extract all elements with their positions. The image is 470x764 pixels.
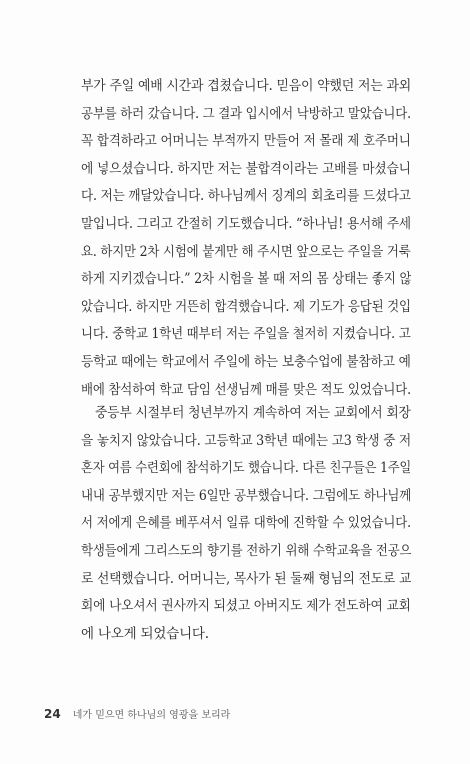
text-line: 배에 참석하여 학교 담임 선생님께 매를 맞은 적도 있었습니다. <box>81 381 411 398</box>
text-line: 꼭 합격하라고 어머니는 부적까지 만들어 저 몰래 제 호주머니 <box>81 133 411 150</box>
page-footer <box>44 706 230 721</box>
text-line: 학생들에게 그리스도의 향기를 전하기 위해 수학교육을 전공으 <box>81 542 411 559</box>
text-line: 혼자 여름 수련회에 참석하기도 했습니다. 다른 친구들은 1주일 <box>81 460 411 477</box>
text-line: 등학교 때에는 학교에서 주일에 하는 보충수업에 불참하고 예 <box>81 353 411 370</box>
page-number: 24 <box>44 707 61 721</box>
text-line: 말입니다. 그리고 간절히 기도했습니다. “하나님! 용서해 주세 <box>81 215 411 232</box>
running-title: 네가 믿으면 하나님의 영광을 보리라 <box>72 710 231 721</box>
text-line: 서 저에게 은혜를 베푸셔서 일류 대학에 진학할 수 있었습니다. <box>81 515 411 532</box>
text-line: 회에 나오셔서 권사까지 되셨고 아버지도 제가 전도하여 교회 <box>81 598 411 615</box>
text-line: 중등부 시절부터 청년부까지 계속하여 저는 교회에서 회장 <box>95 405 411 421</box>
text-line: 다. 저는 깨달았습니다. 하나님께서 징계의 회초리를 드셨다고 <box>81 188 411 205</box>
text-line: 로 선택했습니다. 어머니는, 목사가 된 둘째 형님의 전도로 교 <box>81 570 411 587</box>
paragraph-1 <box>81 73 411 404</box>
text-line: 내내 공부했지만 저는 6일만 공부했습니다. 그럼에도 하나님께 <box>81 487 411 504</box>
paragraph-2 <box>81 400 411 648</box>
text-line: 았습니다. 하지만 거뜬히 합격했습니다. 제 기도가 응답된 것입 <box>81 298 411 315</box>
text-line: 요. 하지만 2차 시험에 붙게만 해 주시면 앞으로는 주일을 거룩 <box>81 243 411 260</box>
text-line: 니다. 중학교 1학년 때부터 저는 주일을 철저히 지켰습니다. 고 <box>81 326 411 343</box>
text-line: 에 나오게 되었습니다. <box>81 625 209 642</box>
text-line: 을 놓치지 않았습니다. 고등학교 3학년 때에는 고3 학생 중 저 <box>81 432 411 449</box>
text-line: 에 넣으셨습니다. 하지만 저는 불합격이라는 고배를 마셨습니 <box>81 160 411 177</box>
text-line: 공부를 하러 갔습니다. 그 결과 입시에서 낙방하고 말았습니다. <box>81 105 411 122</box>
text-line: 하게 지키겠습니다.” 2차 시험을 볼 때 저의 몸 상태는 좋지 않 <box>81 271 411 288</box>
text-line: 부가 주일 예배 시간과 겹쳤습니다. 믿음이 약했던 저는 과외 <box>81 78 411 94</box>
